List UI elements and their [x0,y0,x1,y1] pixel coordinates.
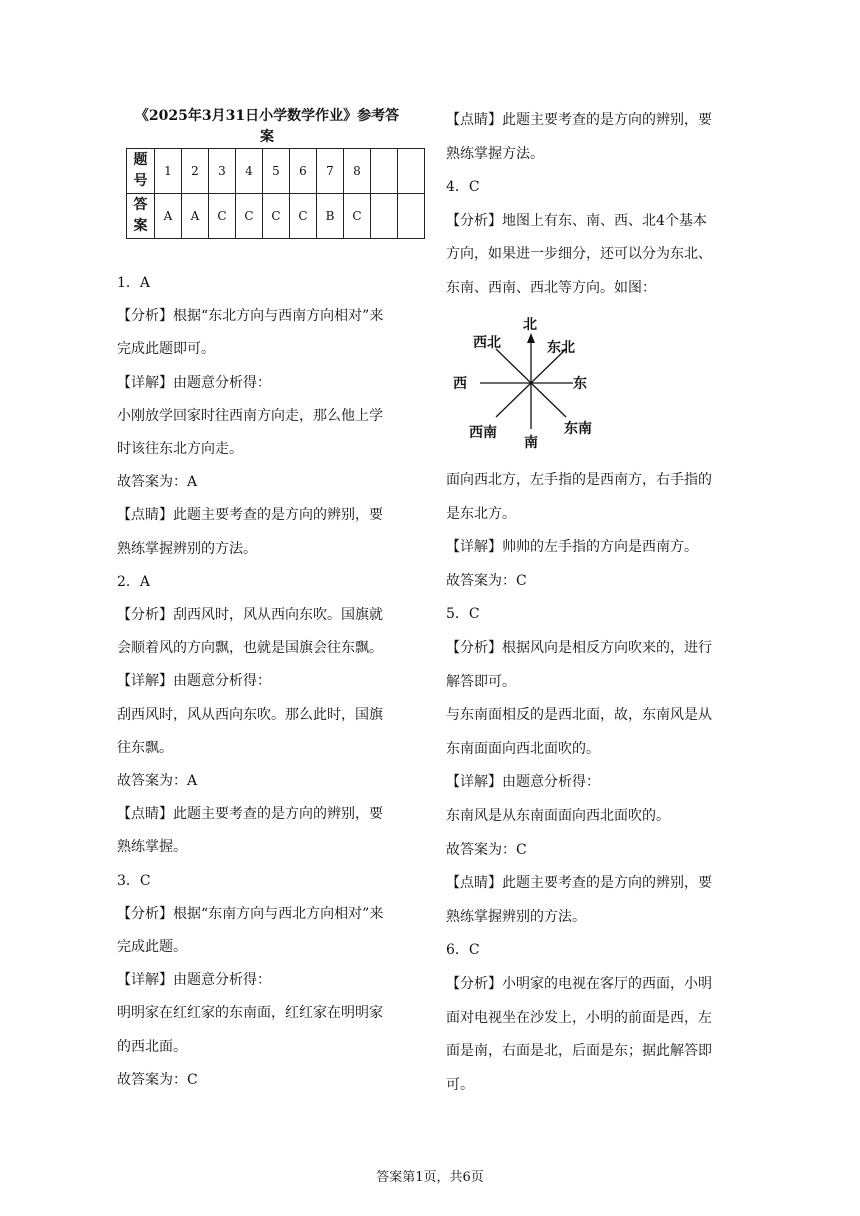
answer-table [126,148,425,239]
text-line: 【点睛】此题主要考查的是方向的辨别，要 [446,875,712,892]
text-line: 与东南面相反的是西北面，故，东南风是从 [446,707,712,724]
text-line: 明明家在红红家的东南面，红红家在明明家 [117,1005,383,1022]
text-line: 时该往东北方向走。 [117,441,243,457]
text-line: 1．A [117,275,151,291]
text-line: 【详解】由题意分析得： [117,374,271,391]
text-line: 小刚放学回家时往西南方向走，那么他上学 [117,407,383,424]
text-line: 面向西北方，左手指的是西南方，右手指的 [446,472,712,488]
question-number-row [127,149,425,194]
text-line: 面是南，右面是北，后面是东；据此解答即 [446,1043,712,1060]
compass-label-west: 西 [453,376,467,392]
question-number-cell: 6 [290,149,317,194]
page-footer: 答案第1页，共6页 [376,1170,484,1185]
text-line: 【详解】由题意分析得： [117,972,271,989]
text-line: 方向，如果进一步细分，还可以分为东北、 [446,246,712,263]
text-line: 解答即可。 [446,673,516,690]
text-line: 东南、西南、西北等方向。如图： [446,280,656,296]
text-line: 【分析】根据“东北方向与西南方向相对”来 [117,308,384,325]
answer-label-top: 答 [133,197,148,213]
question-number-cell: 8 [344,149,371,194]
text-line: 面对电视坐在沙发上，小明的前面是西，左 [446,1009,712,1026]
text-line: 东南风是从东南面面向西北面吹的。 [446,808,670,824]
question-number-cell: 7 [317,149,344,194]
text-line: 熟练掌握。 [117,839,187,856]
text-line: 往东飘。 [117,739,173,756]
text-line: 可。 [446,1076,474,1093]
text-line: 4．C [446,179,480,196]
answer-cell: C [263,194,290,239]
compass-diagram [453,311,607,451]
text-line: 【分析】刮西风时，风从西向东吹。国旗就 [117,607,383,623]
answer-cell: C [209,194,236,239]
text-line: 熟练掌握方法。 [446,145,544,162]
text-line: 6．C [446,942,480,959]
answer-cell: A [182,194,209,239]
question-number-cell: 3 [209,149,236,194]
compass-label-south: 南 [524,435,538,451]
text-line: 会顺着风的方向飘，也就是国旗会往东飘。 [117,640,383,657]
question-number-cell: 4 [236,149,263,194]
question-number-cell: 2 [182,149,209,194]
text-line: 【分析】根据风向是相反方向吹来的，进行 [446,640,712,656]
compass-label-southwest: 西南 [469,425,497,441]
text-line: 故答案为：A [117,474,198,491]
text-line: 【分析】根据“东南方向与西北方向相对”来 [117,905,384,922]
text-line: 【分析】地图上有东、南、西、北4个基本 [446,212,707,229]
answer-cell [398,194,425,239]
header-label-bottom: 号 [133,173,148,189]
text-line: 【点睛】此题主要考查的是方向的辨别，要 [446,112,712,128]
compass-label-southeast: 东南 [564,421,592,437]
question-number-cell [371,149,398,194]
text-line: 故答案为：A [117,773,198,789]
text-line: 2．A [117,573,151,590]
text-line: 是东北方。 [446,505,516,522]
text-line: 故答案为：C [446,572,527,589]
north-arrow-icon [527,333,535,343]
text-line: 熟练掌握辨别的方法。 [117,540,257,557]
text-line: 完成此题。 [117,939,187,955]
question-number-header [127,149,155,194]
text-line: 完成此题即可。 [117,341,215,358]
question-number-cell [398,149,425,194]
question-number-cell: 1 [155,149,182,194]
text-line: 【详解】由题意分析得： [117,673,271,690]
answer-cell: C [344,194,371,239]
answer-cell: B [317,194,344,239]
compass-label-northwest: 西北 [473,335,501,351]
text-line: 故答案为：C [446,841,527,858]
answer-cell: C [290,194,317,239]
document-title-line1: 《2025年3月31日小学数学作业》参考答 [134,108,400,124]
document-title-line2: 案 [260,129,274,145]
text-line: 3．C [117,872,151,889]
text-line: 刮西风时，风从西向东吹。那么此时，国旗 [117,706,383,723]
text-line: 【详解】帅帅的左手指的方向是西南方。 [446,539,698,556]
header-label-top: 题 [133,152,148,168]
text-line: 【点睛】此题主要考查的是方向的辨别，要 [117,806,383,823]
answer-label-bottom: 案 [133,218,148,234]
compass-label-east: 东 [573,376,587,392]
answer-cell: C [236,194,263,239]
answer-row [127,194,425,239]
text-line: 东南面面向西北面吹的。 [446,740,600,757]
text-line: 熟练掌握辨别的方法。 [446,908,586,925]
text-line: 的西北面。 [117,1038,187,1055]
text-line: 【点睛】此题主要考查的是方向的辨别，要 [117,507,383,524]
text-line: 故答案为：C [117,1071,198,1088]
text-line: 【分析】小明家的电视在客厅的西面，小明 [446,976,712,992]
compass-label-northeast: 东北 [547,340,575,356]
compass-label-north: 北 [523,317,537,333]
text-line: 【详解】由题意分析得： [446,774,600,791]
text-line: 5．C [446,606,480,623]
question-number-cell: 5 [263,149,290,194]
answer-cell: A [155,194,182,239]
answer-header [127,194,155,239]
answer-cell [371,194,398,239]
